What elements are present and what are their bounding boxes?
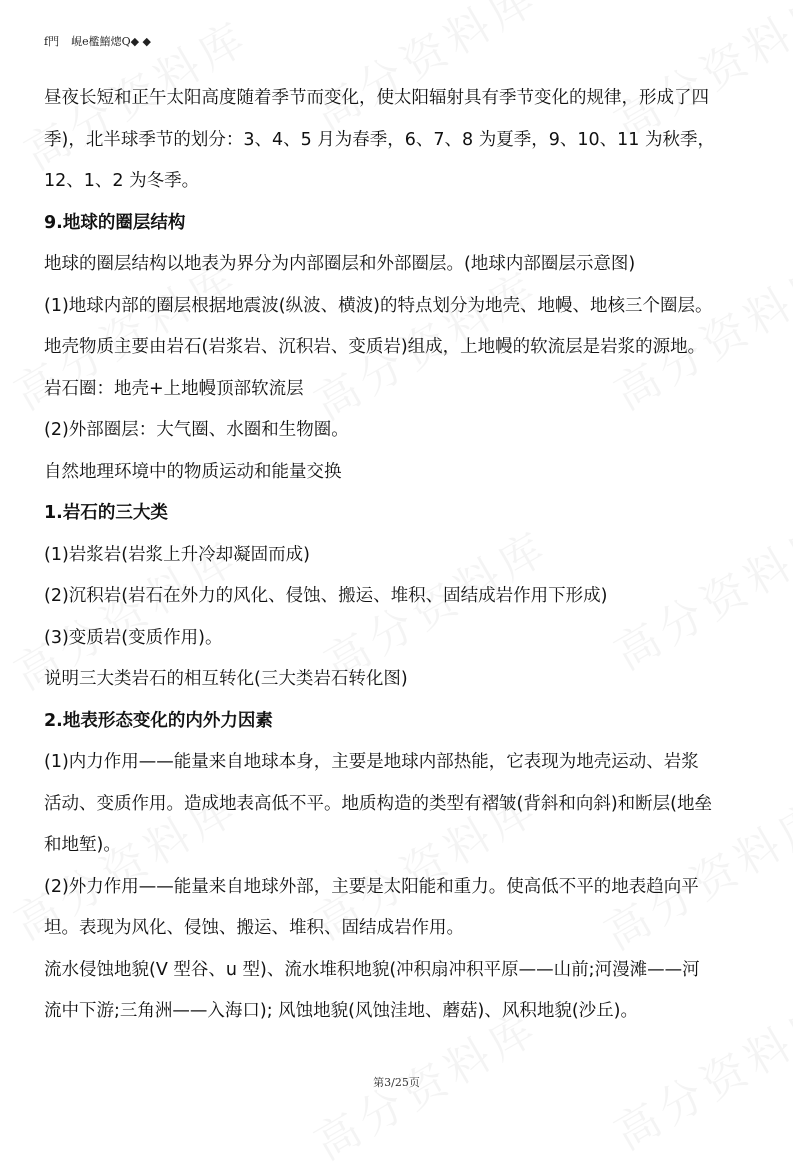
header-right: 峴e檻鰖熜Q◆ ◆ — [71, 35, 152, 48]
section-heading: 1.岩石的三大类 — [44, 503, 168, 523]
text-line: 昼夜长短和正午太阳高度随着季节而变化，使太阳辐射具有季节变化的规律，形成了四 — [44, 88, 709, 108]
text-line: (1)岩浆岩(岩浆上升冷却凝固而成) — [44, 544, 310, 565]
text-line: (2)外部圈层：大气圈、水圈和生物圈。 — [44, 420, 349, 440]
text-line: 流中下游;三角洲——入海口); 风蚀地貌(风蚀洼地、蘑菇)、风积地貌(沙丘)。 — [44, 1001, 638, 1021]
page-header — [44, 33, 151, 49]
text-line: (1)内力作用——能量来自地球本身，主要是地球内部热能，它表现为地壳运动、岩浆 — [44, 752, 699, 772]
text-line: 地球的圈层结构以地表为界分为内部圈层和外部圈层。(地球内部圈层示意图) — [44, 254, 636, 274]
text-line: (1)地球内部的圈层根据地震波(纵波、横波)的特点划分为地壳、地幔、地核三个圈层。 — [44, 295, 713, 316]
text-line: (2)沉积岩(岩石在外力的风化、侵蚀、搬运、堆积、固结成岩作用下形成) — [44, 586, 608, 606]
text-line: 和地堑)。 — [44, 835, 121, 855]
text-line: 岩石圈：地壳+上地幔顶部软流层 — [44, 378, 304, 399]
text-line: 季)，北半球季节的划分：3、4、5 月为春季，6、7、8 为夏季，9、10、11 为秋季， — [44, 129, 715, 150]
text-line: 流水侵蚀地貌(V 型谷、u 型)、流水堆积地貌(冲积扇冲积平原——山前;河漫滩——河 — [44, 959, 700, 980]
text-line: 说明三大类岩石的相互转化(三大类岩石转化图) — [44, 669, 408, 689]
text-line: 活动、变质作用。造成地表高低不平。地质构造的类型有褶皱(背斜和向斜)和断层(地垒 — [44, 793, 712, 814]
page-number: 第3/25页 — [373, 1076, 420, 1089]
text-line: 自然地理环境中的物质运动和能量交换 — [44, 461, 342, 482]
section-heading: 2.地表形态变化的内外力因素 — [44, 710, 273, 731]
text-line: 12、1、2 为冬季。 — [44, 171, 200, 191]
text-line: (2)外力作用——能量来自地球外部，主要是太阳能和重力。使高低不平的地表趋向平 — [44, 876, 699, 897]
text-line: 坦。表现为风化、侵蚀、搬运、堆积、固结成岩作用。 — [44, 918, 464, 938]
section-heading: 9.地球的圈层结构 — [44, 212, 186, 233]
document-body — [44, 78, 756, 1033]
text-line: (3)变质岩(变质作用)。 — [44, 627, 223, 648]
text-line: 地壳物质主要由岩石(岩浆岩、沉积岩、变质岩)组成，上地幔的软流层是岩浆的源地。 — [44, 337, 706, 357]
header-left: f門 — [44, 35, 60, 48]
